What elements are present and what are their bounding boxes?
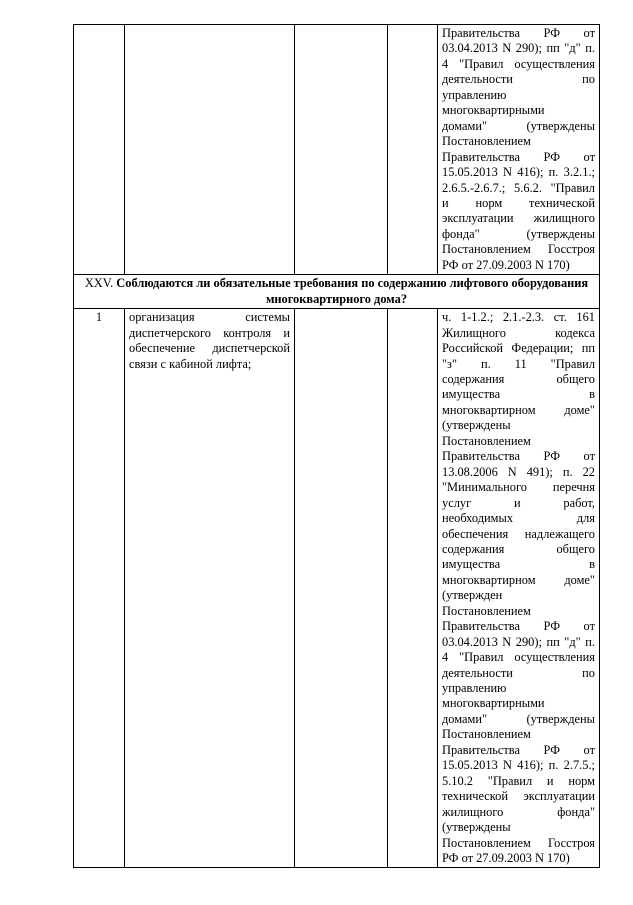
ref-line: Российской Федерации; пп [442, 341, 595, 356]
ref-line: фонда" (утверждены [442, 226, 595, 241]
ref-line: Постановлением [442, 603, 531, 618]
ref-line: Правительства РФ от [442, 26, 595, 40]
section-question: Соблюдаются ли обязательные требования по содержанию лифтового оборудования многоквартирного дома? [113, 276, 589, 306]
ref-line: управлению [442, 681, 507, 696]
ref-line: 13.08.2006 N 491); п. 22 [442, 464, 595, 479]
ref-line: РФ от 27.09.2003 N 170) [442, 257, 570, 272]
ref-line: 03.04.2013 N 290); пп "д" п. [442, 41, 595, 56]
ref-line: 15.05.2013 N 416); п. 3.2.1.; [442, 165, 595, 180]
ref-line: 15.05.2013 N 416); п. 2.7.5.; [442, 758, 595, 773]
ref-line: (утверждены [442, 820, 511, 835]
ref-line: 03.04.2013 N 290); пп "д" п. [442, 634, 595, 649]
ref-line: "з" п. 11 "Правил [442, 356, 595, 371]
cell-number-empty [74, 25, 125, 275]
ref-line: многоквартирном доме" [442, 572, 595, 587]
ref-line: 4 "Правил осуществления [442, 650, 595, 665]
section-title [74, 275, 600, 309]
ref-line: (утверждены [442, 418, 511, 433]
table-row-continued [74, 25, 600, 275]
cell-col3-empty [295, 309, 388, 868]
table-row-item-1 [74, 309, 600, 868]
ref-line: необходимых для [442, 511, 595, 526]
ref-line: "Минимального перечня [442, 480, 595, 495]
ref-line: 5.10.2 "Правил и норм [442, 773, 595, 788]
ref-line: 4 "Правил осуществления [442, 56, 595, 71]
ref-line: Правительства РФ от [442, 742, 595, 757]
ref-line: многоквартирными [442, 103, 545, 118]
ref-line: содержания общего [442, 371, 595, 386]
ref-line: Правительства РФ от [442, 149, 595, 164]
section-header-row [74, 275, 600, 309]
ref-line: имущества в [442, 387, 595, 402]
ref-line: Правительства РФ от [442, 449, 595, 464]
ref-line: домами" (утверждены [442, 118, 595, 133]
ref-line: содержания общего [442, 541, 595, 556]
ref-line: управлению [442, 87, 507, 102]
ref-line: имущества в [442, 557, 595, 572]
ref-line: эксплуатации жилищного [442, 211, 595, 226]
legal-reference-cell [438, 25, 600, 275]
ref-line: Постановлением Госстроя [442, 242, 595, 257]
cell-col3-empty [295, 25, 388, 275]
ref-line: Постановлением [442, 727, 531, 742]
ref-line: Постановлением Госстроя [442, 835, 595, 850]
cell-description-empty [125, 25, 295, 275]
ref-line: услуг и работ, [442, 495, 595, 510]
item-description: организация системы диспетчерского контроля и обеспечение диспетчерской связи с кабиной лифта; [125, 309, 295, 868]
ref-line: РФ от 27.09.2003 N 170) [442, 851, 570, 866]
ref-line: Постановлением [442, 134, 531, 149]
ref-line: Жилищного кодекса [442, 325, 595, 340]
ref-line: многоквартирными [442, 696, 545, 711]
ref-line: деятельности по [442, 665, 595, 680]
ref-line: обеспечения надлежащего [442, 526, 595, 541]
cell-col4-empty [388, 309, 438, 868]
ref-line: многоквартирном доме" [442, 402, 595, 417]
ref-line: Постановлением [442, 433, 531, 448]
ref-line: технической эксплуатации [442, 789, 595, 804]
requirements-table [73, 24, 600, 868]
item-number: 1 [74, 309, 125, 868]
ref-line: и норм технической [442, 195, 595, 210]
ref-line: деятельности по [442, 72, 595, 87]
section-roman-numeral: XXV. [84, 276, 114, 291]
legal-reference-cell [438, 309, 600, 868]
ref-line: 2.6.5.-2.6.7.; 5.6.2. "Правил [442, 180, 595, 195]
cell-col4-empty [388, 25, 438, 275]
ref-line: домами" (утверждены [442, 711, 595, 726]
ref-line: Правительства РФ от [442, 619, 595, 634]
ref-line: жилищного фонда" [442, 804, 595, 819]
ref-line: (утвержден [442, 588, 503, 603]
ref-line: ч. 1-1.2.; 2.1.-2.3. ст. 161 [442, 310, 595, 325]
